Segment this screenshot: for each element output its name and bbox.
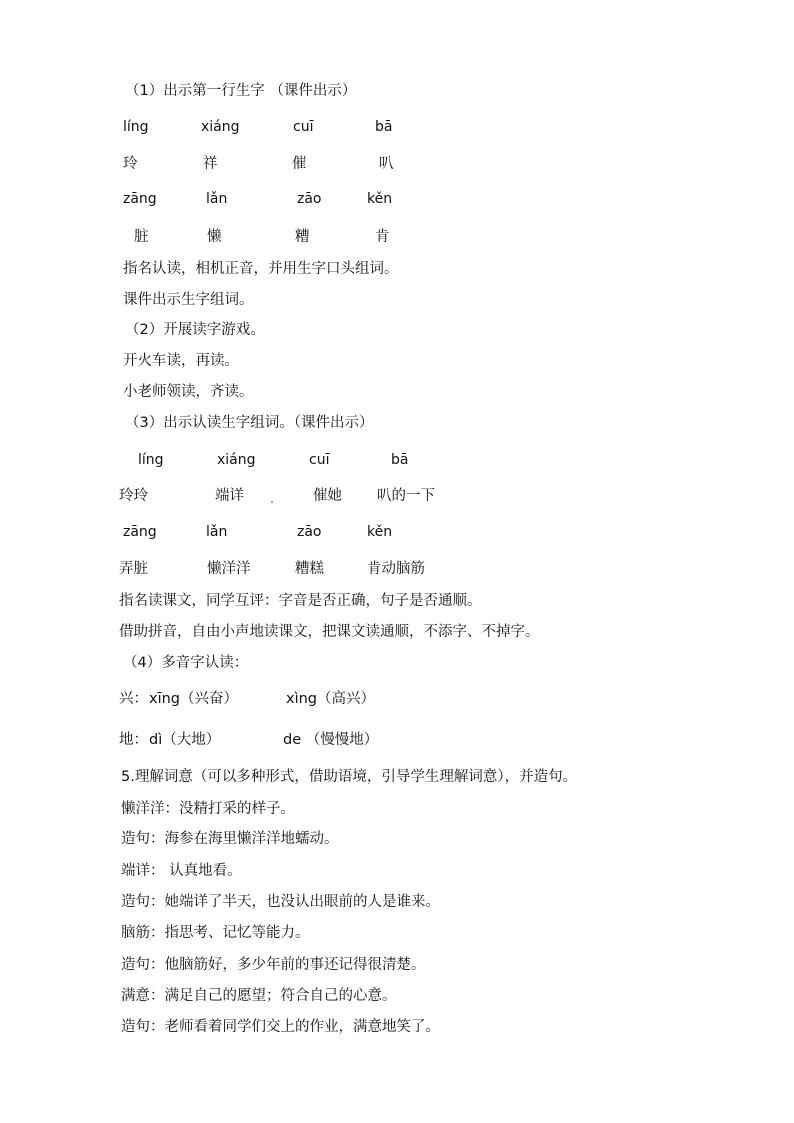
char-zang: 脏 <box>134 229 149 245</box>
pinyin-zao: zāo <box>297 191 322 207</box>
word-lingling: 玲玲 <box>119 488 148 504</box>
sentence-line: 造句：老师看着同学们交上的作业，满意地笑了。 <box>121 1019 440 1035</box>
text-line: 课件出示生字组词。 <box>123 292 254 308</box>
heading-5: 5.理解词意（可以多种形式，借助语境，引导学生理解词意），并造句。 <box>121 769 578 785</box>
pinyin-cui: cuī <box>293 119 314 135</box>
polyphone-reading: xīng（兴奋） <box>149 691 239 707</box>
pinyin-ba: bā <box>391 452 409 468</box>
definition-line: 端详： 认真地看。 <box>121 863 242 879</box>
pinyin-cui: cuī <box>309 452 330 468</box>
pinyin-xiang: xiáng <box>201 119 240 135</box>
text-line: 开火车读，再读。 <box>123 353 239 369</box>
word-nongzang: 弄脏 <box>119 561 148 577</box>
pinyin-ken: kěn <box>367 524 393 540</box>
word-zaogao: 糟糕 <box>295 561 324 577</box>
char-lan: 懒 <box>207 229 222 245</box>
text-line: 指名读课文，同学互评：字音是否正确，句子是否通顺。 <box>119 593 482 609</box>
heading-2: （2）开展读字游戏。 <box>125 322 265 338</box>
word-duanxiang: 端详 <box>215 488 244 504</box>
char-zao: 糟 <box>295 229 310 245</box>
heading-4: （4）多音字认读： <box>123 655 249 671</box>
pinyin-lan: lǎn <box>206 524 228 540</box>
heading-1: （1）出示第一行生字 （课件出示） <box>125 83 357 99</box>
heading-3: （3）出示认读生字组词。（课件出示） <box>125 415 374 431</box>
pinyin-zang: zāng <box>123 191 157 207</box>
char-xiang: 祥 <box>203 156 218 172</box>
polyphone-reading: dì（大地） <box>149 732 221 748</box>
text-line: 小老师领读，齐读。 <box>123 384 254 400</box>
word-cuita: 催她 <box>313 488 342 504</box>
text-line: 指名认读，相机正音，并用生字口头组词。 <box>123 261 399 277</box>
pinyin-ba: bā <box>375 119 393 135</box>
sentence-line: 造句：他脑筋好，多少年前的事还记得很清楚。 <box>121 957 426 973</box>
polyphone-label: 地： <box>119 732 148 748</box>
stray-dot-mark <box>271 501 273 503</box>
definition-line: 脑筋：指思考、记忆等能力。 <box>121 925 310 941</box>
definition-line: 懒洋洋：没精打采的样子。 <box>121 801 295 817</box>
pinyin-ling: líng <box>138 452 164 468</box>
sentence-line: 造句：她端详了半天，也没认出眼前的人是谁来。 <box>121 894 440 910</box>
char-cui: 催 <box>292 156 307 172</box>
polyphone-reading: de （慢慢地） <box>283 732 379 748</box>
pinyin-xiang: xiáng <box>217 452 256 468</box>
pinyin-ken: kěn <box>367 191 393 207</box>
pinyin-lan: lǎn <box>206 191 228 207</box>
pinyin-ling: líng <box>123 119 149 135</box>
pinyin-zang: zāng <box>123 524 157 540</box>
polyphone-reading: xìng（高兴） <box>286 691 376 707</box>
pinyin-zao: zāo <box>297 524 322 540</box>
sentence-line: 造句：海参在海里懒洋洋地蠕动。 <box>121 831 339 847</box>
char-ba: 叭 <box>379 156 394 172</box>
definition-line: 满意：满足自己的愿望；符合自己的心意。 <box>121 988 397 1004</box>
char-ken: 肯 <box>375 229 390 245</box>
word-ba-de-yixia: 叭的一下 <box>377 488 435 504</box>
word-kendongnaojin: 肯动脑筋 <box>367 561 425 577</box>
char-ling: 玲 <box>123 156 138 172</box>
word-lanyangyang: 懒洋洋 <box>207 561 251 577</box>
text-line: 借助拼音，自由小声地读课文，把课文读通顺，不添字、不掉字。 <box>119 624 540 640</box>
polyphone-label: 兴： <box>119 691 148 707</box>
